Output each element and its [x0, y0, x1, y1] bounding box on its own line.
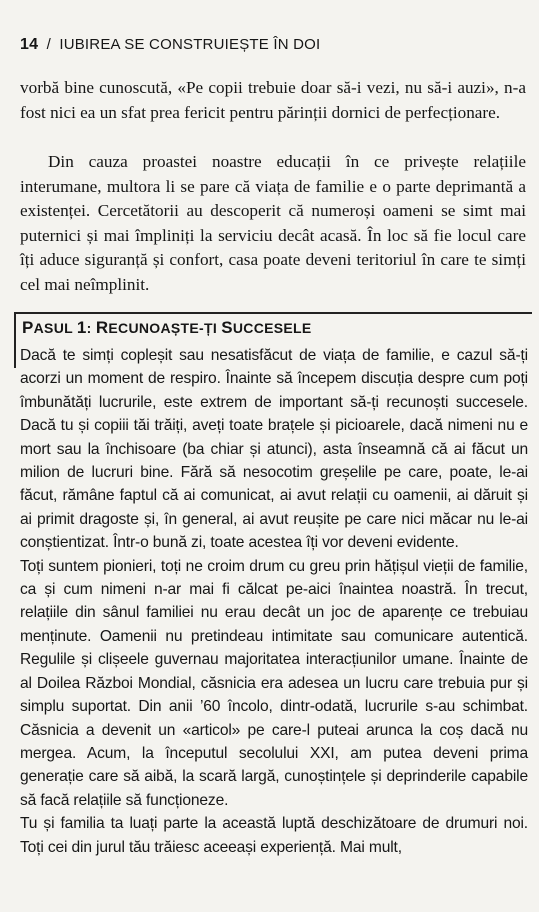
body-paragraph: Din cauza proastei noastre educații în ce privește relațiile interumane, multora li se pare că viața de familie e o parte deprimantă a existenței. Cercetătorii au descoperit că numeroși oameni se simt mai puternici și mai împliniți la serviciu decât acasă. În loc să fie locul care îți aduce siguranță și confort, casa poate deveni teritoriul în care te simți cel mai neîmplinit.: [20, 152, 526, 294]
section-side-rule: [14, 312, 16, 368]
section-top-rule: [14, 312, 532, 314]
body-text-second: [20, 150, 526, 298]
body-paragraph: vorbă bine cunoscută, «Pe copii trebuie doar să-i vezi, nu să-i auzi», n-a fost nici ea un sfat prea fericit pentru părinții dornici de perfecționare.: [20, 78, 526, 122]
section-paragraph: Tu și familia ta luați parte la această luptă deschizătoare de drumuri noi. Toți cei din jurul tău trăiesc aceeași experiență. Mai mult,: [20, 815, 528, 856]
page-number: 14: [20, 36, 39, 53]
section-body: [20, 344, 528, 859]
running-title: IUBIREA SE CONSTRUIEȘTE ÎN DOI: [59, 36, 321, 53]
section-paragraph: Toți suntem pionieri, toți ne croim drum cu greu prin hățișul vieții de familie, ca și cum nimeni n-ar mai fi călcat pe-aici înaintea noastră. În trecut, relațiile din sânul familiei nu erau decât un joc de aparențe ce trebuiau menținute. Oamenii nu pretindeau intimitate sau comunicare autentică. Regulile și clișeele guvernau majoritatea interacțiunilor umane. Înainte de al Doilea Război Mondial, căsnicia era adesea un lucru care trebuia pur și simplu suportat. Din anii ’60 încolo, dintr-odată, lucrurile s-au schimbat. Căsnicia a devenit un «articol» pe care-l puteai arunca la coș dacă nu mergea. Acum, la începutul secolului XXI, am putea deveni prima generație care să aibă, la scară largă, cunoștințele și deprinderile capabile să facă relațiile să funcționeze.: [20, 557, 528, 809]
body-text-top: [20, 76, 526, 125]
running-header: [20, 36, 320, 54]
section-heading: PASUL 1: RECUNOAȘTE-ȚI SUCCESELE: [22, 318, 312, 337]
header-separator: /: [46, 36, 51, 53]
section-paragraph: Dacă te simți copleșit sau nesatisfăcut de viața de familie, e cazul să-ți acorzi un moment de respiro. Înainte să începem discuția despre cum poți îmbunătăți lucrurile, este extrem de important să-ți recunoști succesele. Dacă tu și copiii tăi trăiți, aveți toate brațele și picioarele, dacă nimeni nu e mort sau la închisoare (ba chiar și atunci), asta înseamnă că ai făcut un milion de lucruri bine. Fără să nesocotim greșelile pe care, poate, le-ai făcut, rămâne faptul că ai comunicat, ai avut relații cu oamenii, ai dăruit și ai primit dragoste și, în general, ai avut reușite pe care nici măcar nu le-ai conștientizat. Într-o bună zi, toate acestea îți vor deveni evidente.: [20, 347, 528, 552]
